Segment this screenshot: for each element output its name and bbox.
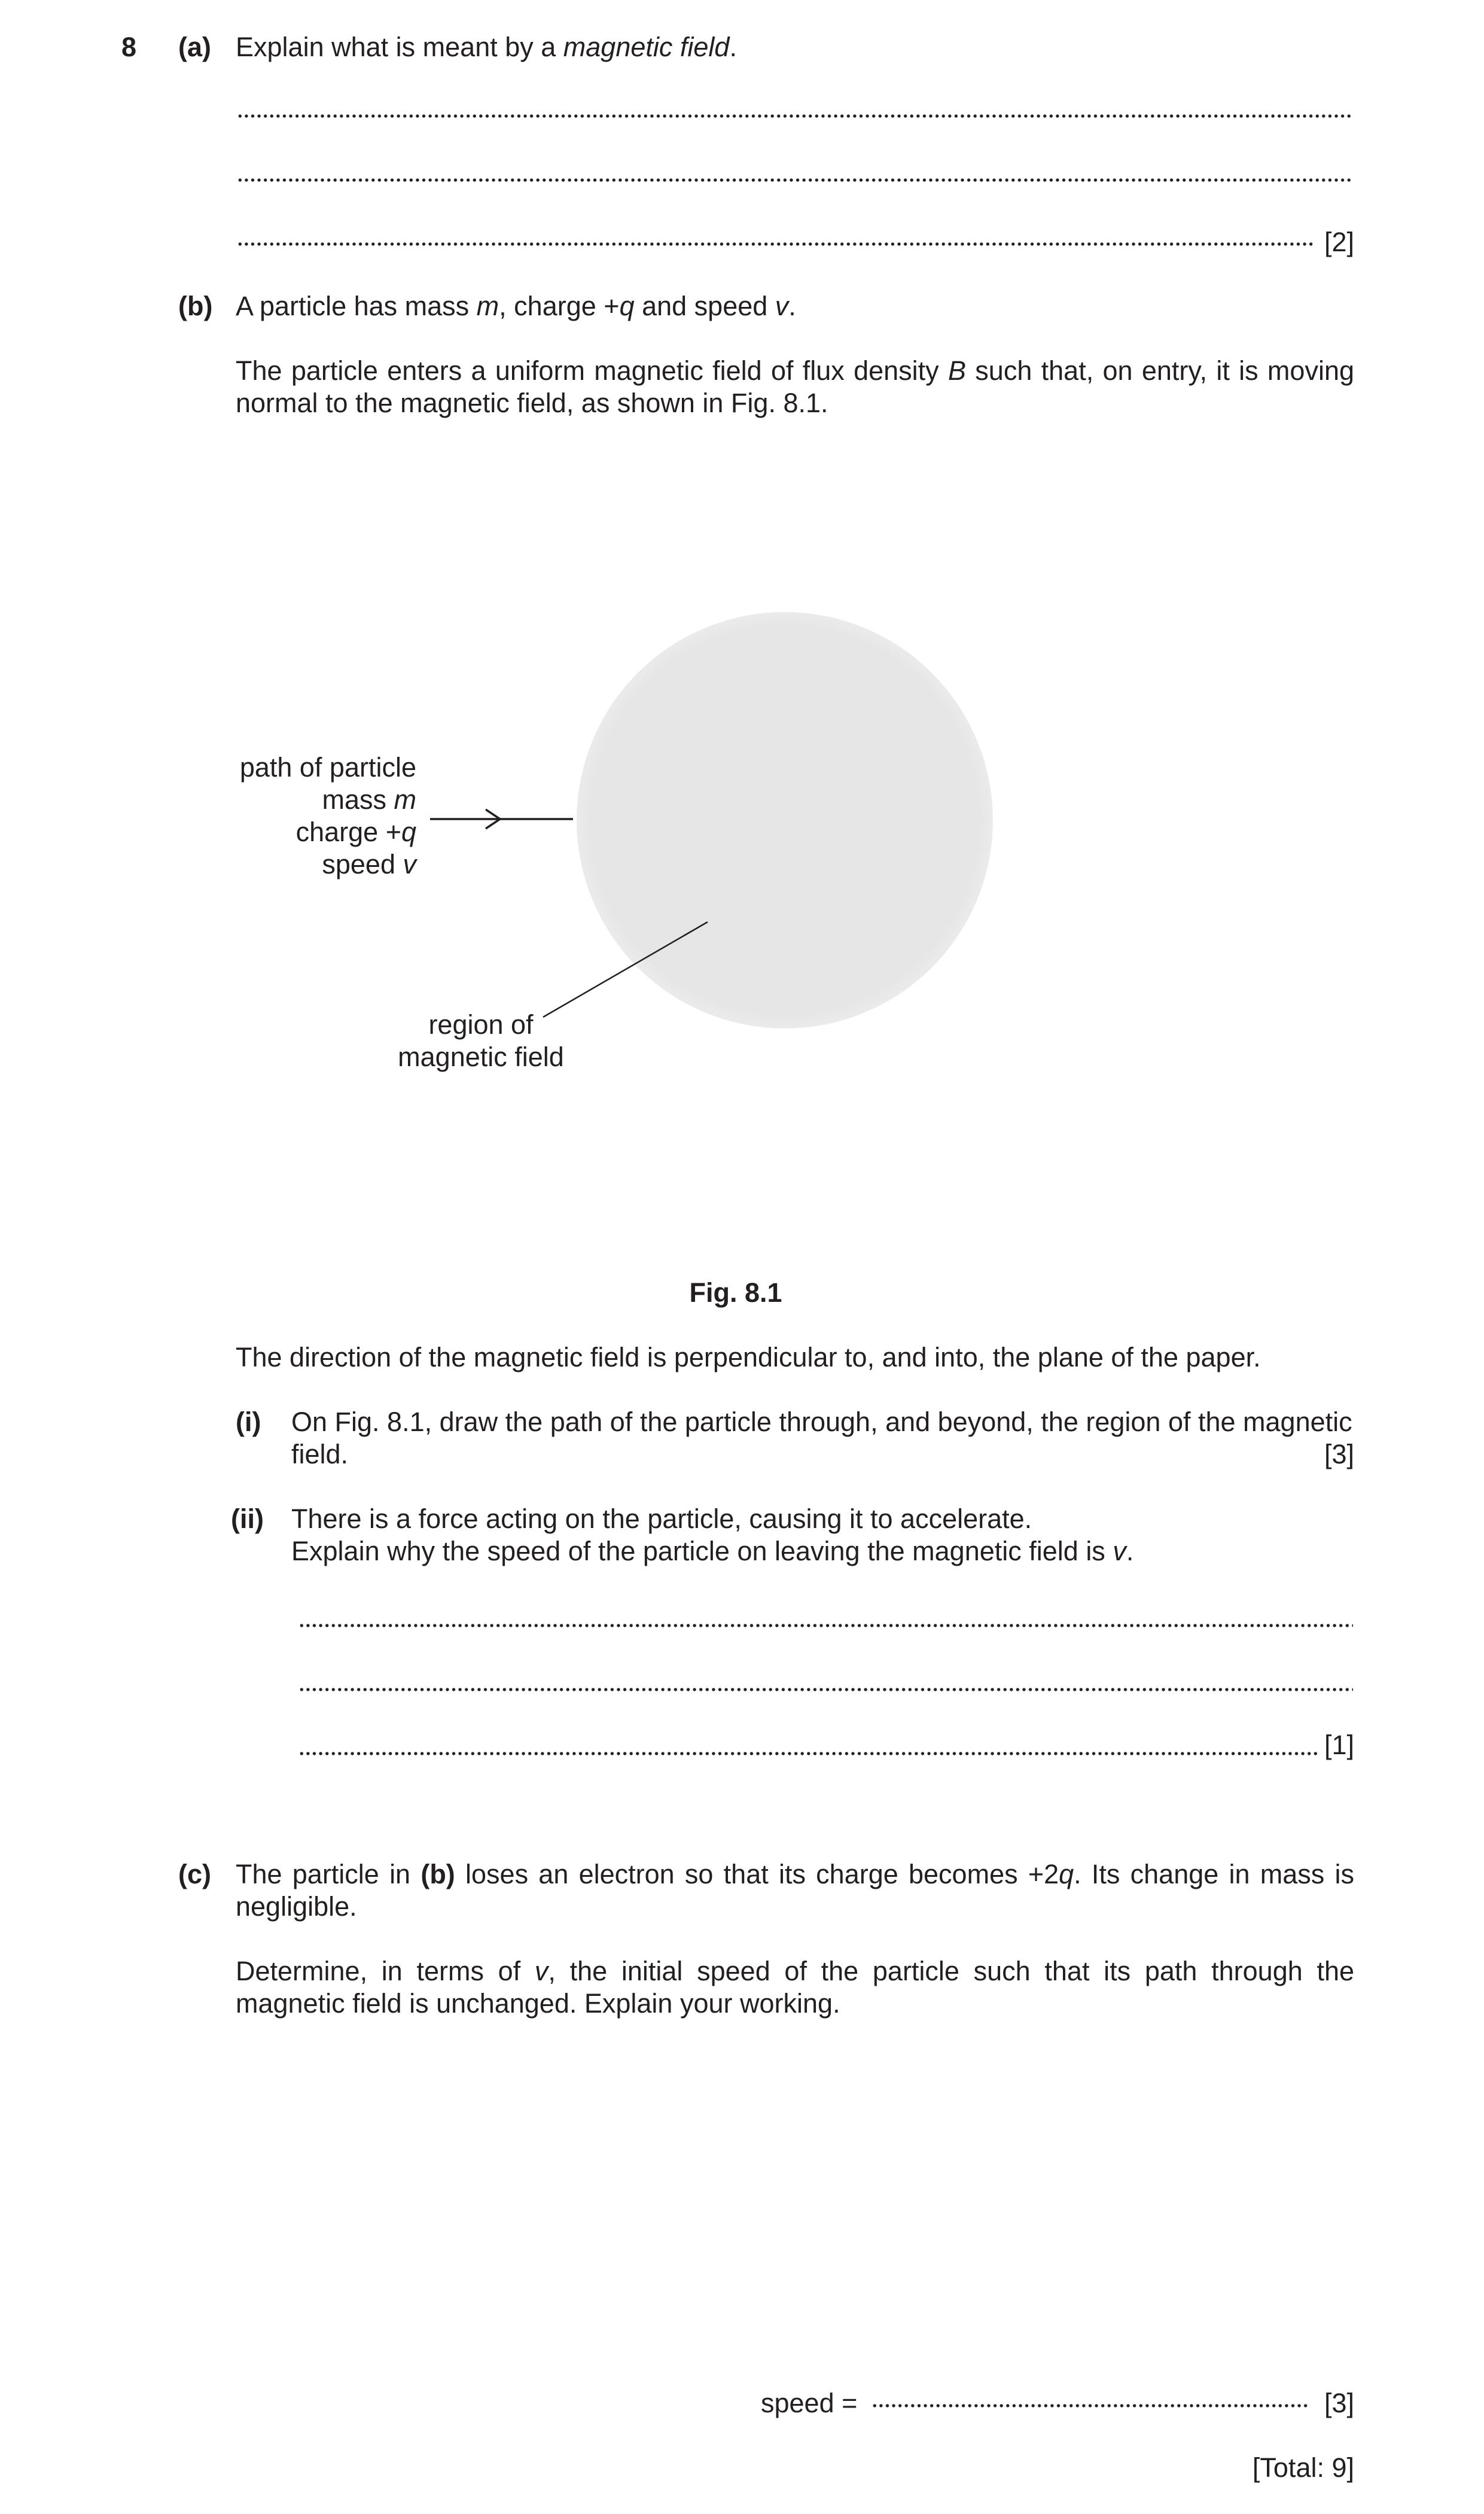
speed-answer-label: speed =: [761, 2388, 858, 2418]
label-charge: charge +q: [295, 817, 416, 847]
part-b-i-label: (i): [236, 1407, 261, 1437]
label-region-line1: region of: [428, 1009, 534, 1040]
label-region-line2: magnetic field: [398, 1042, 564, 1072]
figure-8-1[interactable]: [0, 0, 1484, 1197]
answer-line-b-ii-2[interactable]: [298, 1687, 1353, 1693]
total-marks: [Total: 9]: [1252, 2452, 1354, 2483]
label-path-of-particle: path of particle: [239, 752, 416, 783]
part-a-marks: [2]: [1324, 227, 1354, 257]
part-b-i-marks: [3]: [1324, 1439, 1354, 1469]
part-b-ii-label: (ii): [231, 1503, 264, 1534]
part-b-intro: A particle has mass m, charge +q and speed v.: [236, 291, 796, 321]
part-a-question: Explain what is meant by a magnetic field.: [236, 32, 737, 62]
field-direction-text: The direction of the magnetic field is perpendicular to, and into, the plane of the paper.: [236, 1342, 1261, 1372]
part-b-label: (b): [178, 291, 213, 321]
speed-answer-line[interactable]: [871, 2403, 1309, 2409]
part-b-ii-line2: Explain why the speed of the particle on leaving the magnetic field is v.: [291, 1536, 1134, 1566]
question-number: 8: [121, 32, 137, 62]
part-b-i-text-line2: field.: [291, 1439, 349, 1469]
magnetic-field-region[interactable]: [577, 612, 993, 1028]
label-mass: mass m: [322, 784, 416, 815]
part-b-paragraph: The particle enters a uniform magnetic field of flux density B such that, on entry, it is moving normal to the magnetic field, as shown in Fig. 8.1.: [236, 355, 1354, 418]
answer-line-b-ii-3[interactable]: [298, 1751, 1320, 1757]
part-c-paragraph-2: Determine, in terms of v, the initial speed of the particle such that its path through the magnetic field is unchanged. Explain your working.: [236, 1956, 1354, 2019]
part-b-ii-line1: There is a force acting on the particle, causing it to accelerate.: [291, 1503, 1032, 1534]
part-c-marks: [3]: [1324, 2388, 1354, 2418]
part-a-label: (a): [178, 32, 211, 62]
part-b-i-text-line1: On Fig. 8.1, draw the path of the particle through, and beyond, the region of the magnetic: [291, 1407, 1352, 1437]
answer-line-b-ii-1[interactable]: [298, 1623, 1353, 1629]
part-b-ii-marks: [1]: [1324, 1730, 1354, 1760]
part-c-label: (c): [178, 1859, 211, 1889]
part-c-paragraph-1: The particle in (b) loses an electron so that its charge becomes +2q. Its change in mass is negligible.: [236, 1859, 1354, 1922]
label-speed: speed v: [322, 849, 416, 879]
figure-caption: Fig. 8.1: [689, 1277, 782, 1308]
